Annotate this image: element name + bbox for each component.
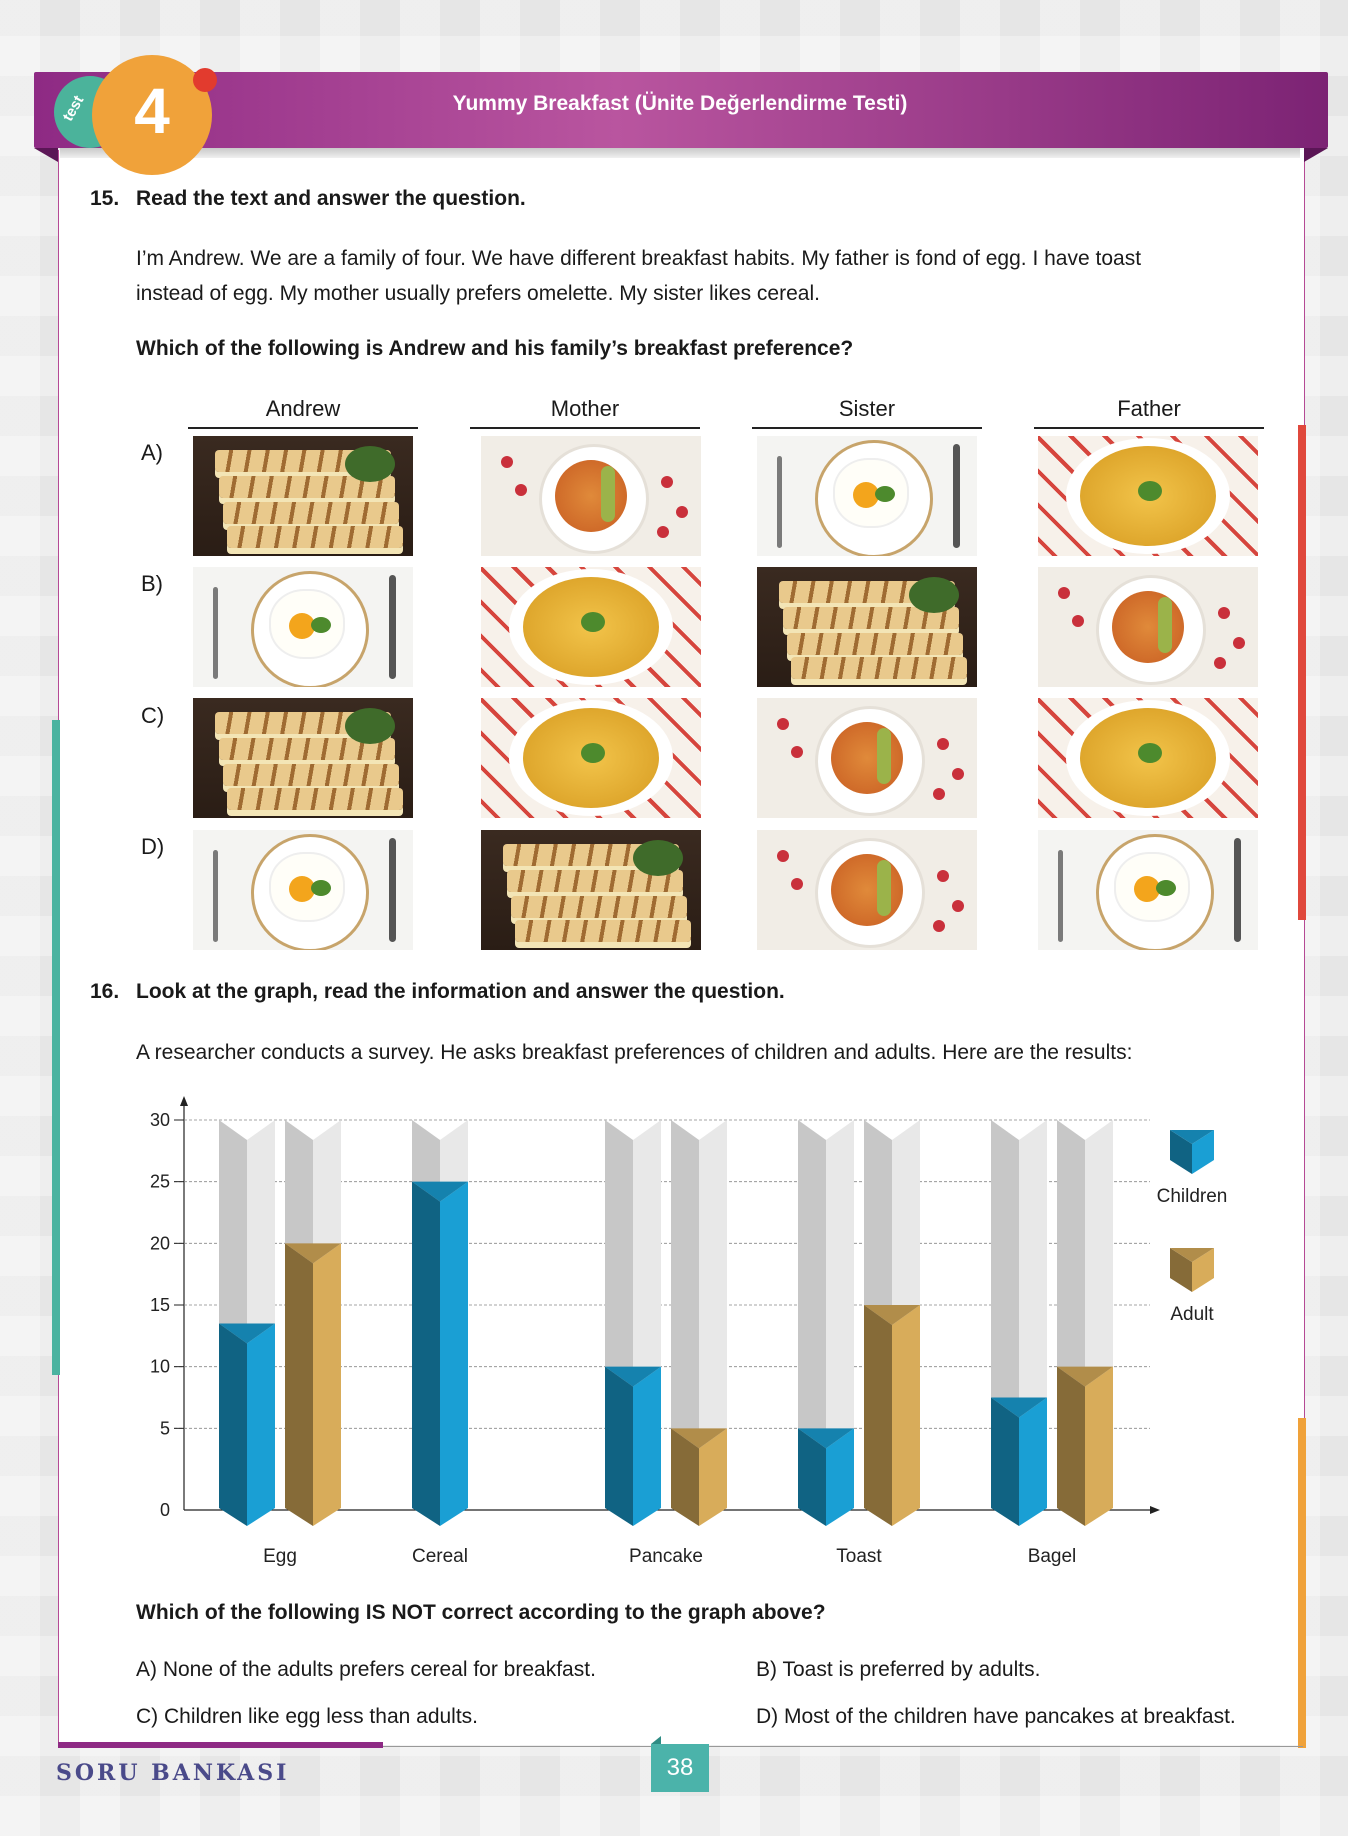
omelette-image	[1038, 436, 1258, 556]
toast-image	[193, 436, 413, 556]
bar-adult-egg-face	[313, 1243, 341, 1526]
footer-accent-bar	[58, 1742, 383, 1748]
bar-adult-toast	[864, 1305, 892, 1526]
x-axis-arrow	[1150, 1506, 1160, 1514]
question-15-number: 15.	[90, 187, 120, 210]
column-header-andrew: Andrew	[188, 396, 418, 429]
header-fold-right	[1304, 148, 1328, 162]
red-dot-decoration	[193, 68, 217, 92]
header-shadow	[60, 148, 1300, 158]
question-16-prompt: Look at the graph, read the information and answer the question.	[136, 980, 785, 1003]
fried-egg-image	[193, 830, 413, 950]
y-tick-label: 0	[159, 1500, 170, 1520]
bar-adult-bagel-face	[1085, 1367, 1113, 1526]
footer-brand: SORU BANKASI	[56, 1760, 290, 1786]
bar-adult-egg	[285, 1243, 313, 1526]
question-16-option-b[interactable]: B) Toast is preferred by adults.	[756, 1658, 1041, 1681]
question-16-intro: A researcher conducts a survey. He asks breakfast preferences of children and adults. Here are the results:	[136, 1041, 1133, 1064]
question-15-prompt: Read the text and answer the question.	[136, 187, 526, 210]
x-tick-label: Pancake	[629, 1546, 703, 1567]
page-number: 38	[651, 1744, 709, 1792]
option-d-label[interactable]: D)	[141, 834, 165, 859]
y-axis-arrow	[180, 1096, 188, 1106]
omelette-image	[481, 567, 701, 687]
bar-children-cereal	[412, 1182, 440, 1526]
toast-image	[193, 698, 413, 818]
bar-children-pancake	[605, 1367, 633, 1526]
x-tick-label: Toast	[836, 1546, 882, 1567]
bar-children-bagel	[991, 1398, 1019, 1527]
question-16-question-start: Which of the following	[136, 1601, 366, 1624]
omelette-image	[1038, 698, 1258, 818]
bar-children-egg	[219, 1324, 247, 1527]
right-accent-bar-orange	[1298, 1418, 1306, 1748]
test-number: 4	[92, 55, 212, 175]
y-tick-label: 30	[149, 1110, 170, 1130]
question-16-question-end: correct according to the graph above?	[435, 1601, 826, 1624]
test-word: test	[59, 92, 88, 125]
question-16-number: 16.	[90, 980, 120, 1003]
page-title: Yummy Breakfast (Ünite Değerlendirme Testi)	[452, 92, 908, 115]
bar-children-pancake-face	[633, 1367, 661, 1526]
fried-egg-image	[193, 567, 413, 687]
column-header-sister: Sister	[752, 396, 982, 429]
column-header-mother: Mother	[470, 396, 700, 429]
right-accent-bar-red	[1298, 425, 1306, 920]
option-c-label[interactable]: C)	[141, 703, 165, 728]
y-tick-label: 5	[159, 1418, 170, 1439]
question-15-passage-line-2: instead of egg. My mother usually prefers omelette. My sister likes cereal.	[136, 282, 820, 305]
x-tick-label: Egg	[263, 1546, 297, 1567]
header-fold-left	[34, 148, 58, 162]
question-15-question: Which of the following is Andrew and his family’s breakfast preference?	[136, 337, 854, 360]
y-tick-label: 15	[149, 1295, 170, 1315]
bar-adult-toast-face	[892, 1305, 920, 1526]
bar-adult-bagel	[1057, 1367, 1085, 1526]
x-tick-label: Bagel	[1027, 1546, 1077, 1567]
column-header-father: Father	[1034, 396, 1264, 429]
bar-children-cereal-face	[440, 1182, 468, 1526]
cereal-image	[481, 436, 701, 556]
fried-egg-image	[1038, 830, 1258, 950]
option-a-label[interactable]: A)	[141, 440, 163, 465]
left-accent-bar	[52, 720, 60, 1375]
question-16-option-d[interactable]: D) Most of the children have pancakes at breakfast.	[756, 1705, 1236, 1728]
legend-label-children: Children	[1156, 1186, 1228, 1207]
y-tick-label: 10	[149, 1356, 170, 1377]
question-15-passage-line-1: I’m Andrew. We are a family of four. We have different breakfast habits. My father is fond of egg. I have toast	[136, 247, 1142, 270]
cereal-image	[757, 698, 977, 818]
legend-label-adult: Adult	[1170, 1304, 1214, 1325]
fried-egg-image	[757, 436, 977, 556]
y-tick-label: 25	[149, 1171, 170, 1192]
omelette-image	[481, 698, 701, 818]
cereal-image	[1038, 567, 1258, 687]
question-16-question-emphasis: IS NOT	[365, 1601, 436, 1624]
breakfast-preference-chart	[130, 1090, 1260, 1570]
toast-image	[757, 567, 977, 687]
cereal-image	[757, 830, 977, 950]
question-16-question	[136, 1601, 826, 1625]
option-b-label[interactable]: B)	[141, 571, 163, 596]
question-16-option-c[interactable]: C) Children like egg less than adults.	[136, 1705, 479, 1728]
x-tick-label: Cereal	[412, 1546, 468, 1567]
bar-children-egg-face	[247, 1324, 275, 1527]
y-tick-label: 20	[149, 1233, 170, 1254]
question-16-option-a[interactable]: A) None of the adults prefers cereal for breakfast.	[136, 1658, 596, 1681]
toast-image	[481, 830, 701, 950]
bar-children-bagel-face	[1019, 1398, 1047, 1527]
